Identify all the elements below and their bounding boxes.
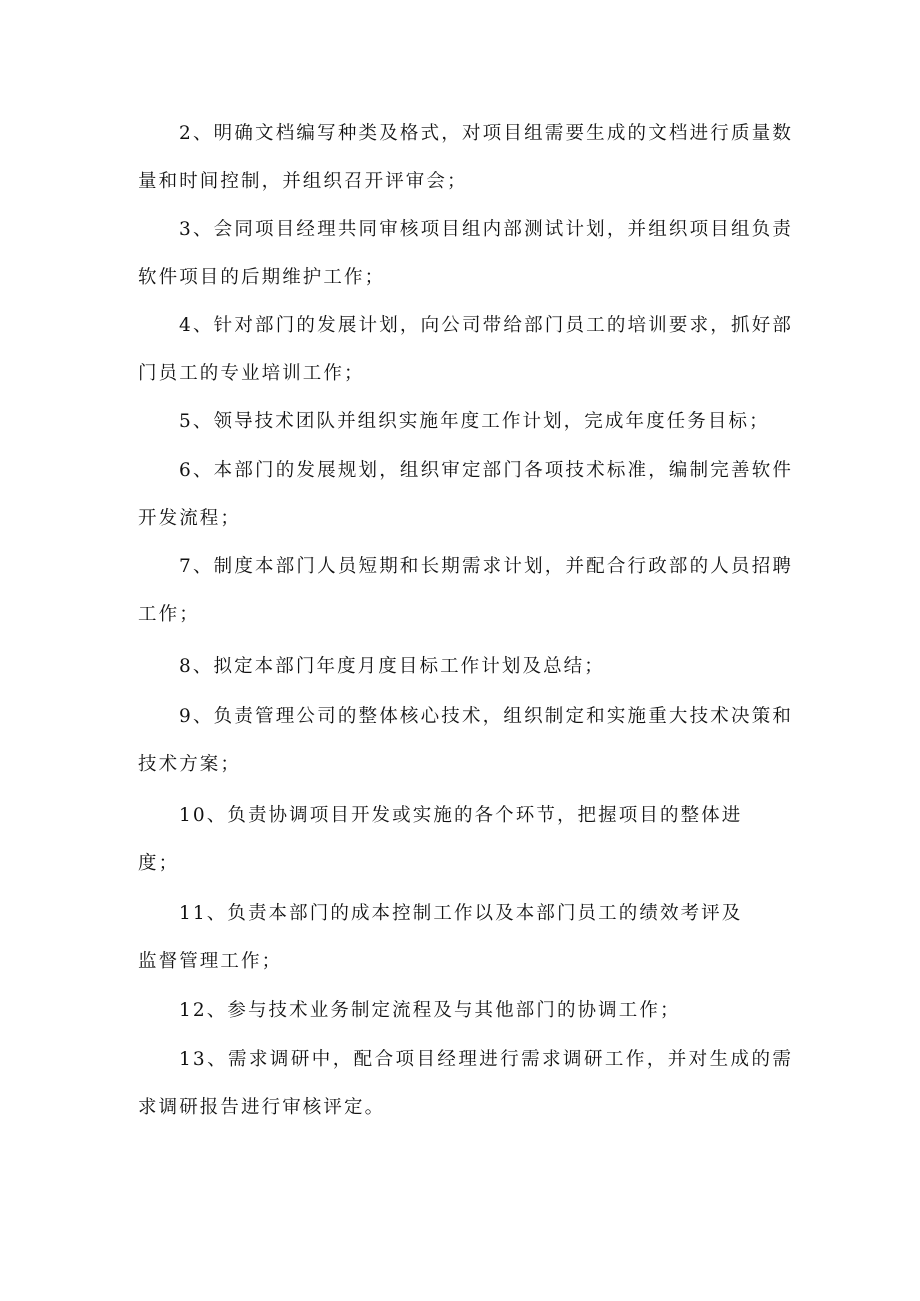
duty-item-12: 12、参与技术业务制定流程及与其他部门的协调工作； [179,1000,681,1021]
duty-item-11 [138,890,793,986]
duty-item-5: 5、领导技术团队并组织实施年度工作计划，完成年度任务目标； [179,411,770,432]
duty-item-8: 8、拟定本部门年度月度目标工作计划及总结； [179,656,605,677]
duty-item-11-line-2: 监督管理工作； [138,951,283,972]
duty-item-11-line-1: 11、负责本部门的成本控制工作以及本部门员工的绩效考评及 [179,903,743,924]
duty-item-2: 2、明确文档编写种类及格式，对项目组需要生成的文档进行质量数量和时间控制，并组织召开评审会； [138,123,793,192]
duty-item-10-line-1: 10、负责协调项目开发或实施的各个环节，把握项目的整体进 [179,805,743,826]
duty-item-7: 7、制度本部门人员短期和长期需求计划，并配合行政部的人员招聘工作； [138,556,793,625]
duty-item-13: 13、需求调研中，配合项目经理进行需求调研工作，并对生成的需求调研报告进行审核评定。 [138,1049,793,1118]
duty-item-10 [138,792,793,888]
duty-item-6: 6、本部门的发展规划，组织审定部门各项技术标准，编制完善软件开发流程； [138,460,793,529]
duty-item-9: 9、负责管理公司的整体核心技术，组织制定和实施重大技术决策和技术方案； [138,706,793,775]
duty-item-3: 3、会同项目经理共同审核项目组内部测试计划，并组织项目组负责软件项目的后期维护工作； [138,219,793,288]
duty-item-10-line-2: 度； [138,853,180,874]
duty-item-4: 4、针对部门的发展计划，向公司带给部门员工的培训要求，抓好部门员工的专业培训工作； [138,315,793,384]
